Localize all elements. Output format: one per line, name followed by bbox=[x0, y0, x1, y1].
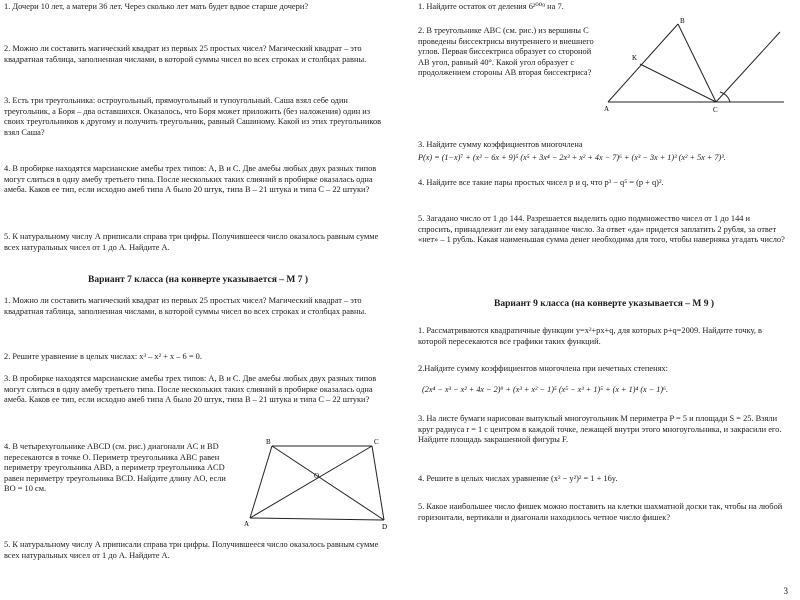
formula-r3: P(x) = (1−x)⁷ + (x² − 6x + 9)⁵ (x⁵ + 3x⁴ − 2x³ + x² + 4x − 7)⁶ + (x³ − 3x + 1)³ (x² + 5x + 7)³. bbox=[418, 153, 726, 162]
v7-problem-3: 3. В пробирке находятся марсианские амебы трех типов: А, В и С. Две амебы любых двух разных типов могут слиться в одну амебу третьего типа. После нескольких таких слияний в пробирке оказалась одна амеба. Каков ее тип, если исходно амеб типа А было 20 штук, типа В – 21 штука и типа С – 22 штуки? bbox=[4, 374, 377, 404]
label-o: O bbox=[314, 472, 320, 480]
v9-problem-4: 4. Решите в целых числах уравнение (x² − y²)² = 1 + 16y. bbox=[418, 474, 618, 483]
variant-9-heading: Вариант 9 класса (на конверте указывается – М 9 ) bbox=[494, 299, 714, 309]
formula-s2: (2x⁴ − x³ − x² + 4x − 2)⁹ + (x³ + x² − 1)⁵ (x⁵ − x³ + 1)⁵ + (x + 1)⁴ (x − 1)⁶. bbox=[422, 385, 669, 394]
v9-problem-2: 2.Найдите сумму коэффициентов многочлена при нечетных степенях: bbox=[418, 364, 668, 373]
problem-4: 4. В пробирке находятся марсианские амебы трех типов: А, В и С. Две амебы любых двух разных типов могут слиться в одну амебу третьего типа. После нескольких таких слияний в пробирке оказалась одна амеба. Каков ее тип, если исходно амеб типа А было 20 штук, типа В – 21 штука и типа С – 22 штуки? bbox=[4, 164, 377, 194]
label-a: A bbox=[244, 520, 250, 528]
problem-r3: 3. Найдите сумму коэффициентов многочлена bbox=[418, 140, 583, 149]
label-c: C bbox=[713, 106, 718, 114]
problem-5: 5. К натуральному числу А приписали справа три цифры. Получившееся число оказалось равным сумме всех натуральных чисел от 1 до А. Найдите А. bbox=[4, 232, 379, 252]
problem-3: 3. Есть три треугольника: остроугольный, прямоугольный и тупоугольный. Саша взял себе один треугольник, а Боря – два оставшихся. Оказалось, что Боря может приложить (без наложения) один из своих треугольников к другому и получить треугольник, равный Сашиному. Какой из этих треугольников взял Саша? bbox=[4, 96, 382, 137]
label-b: B bbox=[680, 17, 685, 25]
page-number: 3 bbox=[783, 586, 788, 596]
label-k: K bbox=[632, 54, 638, 62]
problem-r4: 4. Найдите все такие пары простых чисел p и q, что p³ − q⁵ = (p + q)². bbox=[418, 178, 664, 187]
label-c: C bbox=[374, 438, 379, 446]
v7-problem-5: 5. К натуральному числу А приписали справа три цифры. Получившееся число оказалось равным сумме всех натуральных чисел от 1 до А. Найдите А. bbox=[4, 540, 379, 560]
problem-2: 2. Можно ли составить магический квадрат из первых 25 простых чисел? Магический квадрат – это квадратная таблица, заполненная числами, в которой суммы чисел во всех строках и столбцах равны. bbox=[4, 44, 367, 64]
problem-r2: 2. В треугольнике ABC (см. рис.) из вершины C проведены биссектрисы внутреннего и внешнего углов. Первая биссектриса образует со стороной AB угол, равный 40°. Какой угол образует с продолжением стороны AB вторая биссектриса? bbox=[418, 26, 594, 77]
triangle-bisector-figure bbox=[604, 14, 790, 114]
label-a: A bbox=[604, 105, 610, 113]
problem-r1: 1. Найдите остаток от деления 6²⁰⁰⁹ на 7. bbox=[418, 2, 564, 11]
label-b: B bbox=[266, 438, 271, 446]
v9-problem-3: 3. На листе бумаги нарисован выпуклый многоугольник M периметра P = 5 и площади S = 25. Взяли круг радиуса r = 1 с центром в каждой точке, лежащей внутри этого многоугольника, и закрасили его. Найдите площадь закрашенной фигуры F. bbox=[418, 414, 782, 444]
v9-problem-1: 1. Рассматриваются квадратичные функции y=x²+px+q, для которых p+q=2009. Найдите точку, в которой пересекаются все графики таких функций. bbox=[418, 326, 762, 346]
problem-r5: 5. Загадано число от 1 до 144. Разрешается выделить одно подмножество чисел от 1 до 144 и спросить, принадлежит ли ему загаданное число. За ответ «да» придется заплатить 2 рубля, за ответ «нет» – 1 рубль. Какая наименьшая сумма денег необходима для того, чтобы наверняка угадать число? bbox=[418, 214, 785, 244]
v7-problem-4: 4. В четырехугольнике ABCD (см. рис.) диагонали AC и BD пересекаются в точке O. Периметр треугольника ABC равен периметру треугольника ABD, а периметр треугольника ACD равен периметру треугольника BCD. Найдите длину AO, если BO = 10 см. bbox=[4, 442, 226, 493]
v9-problem-5: 5. Какое наибольшее число фишек можно поставить на клетки шахматной доски так, чтобы на любой горизонтали, вертикали и диагонали находилось четное число фишек? bbox=[418, 502, 783, 522]
variant-7-heading: Вариант 7 класса (на конверте указывается – М 7 ) bbox=[88, 275, 308, 285]
quadrilateral-figure bbox=[244, 438, 390, 530]
v7-problem-2: 2. Решите уравнение в целых числах: x³ – x² + x – 6 = 0. bbox=[4, 352, 202, 361]
label-d: D bbox=[382, 523, 388, 530]
v7-problem-1: 1. Можно ли составить магический квадрат из первых 25 простых чисел? Магический квадрат – это квадратная таблица, заполненная числами, в которой суммы чисел во всех строках и столбцах равны. bbox=[4, 296, 367, 316]
problem-1: 1. Дочери 10 лет, а матери 36 лет. Через сколько лет мать будет вдвое старше дочери? bbox=[4, 2, 309, 11]
